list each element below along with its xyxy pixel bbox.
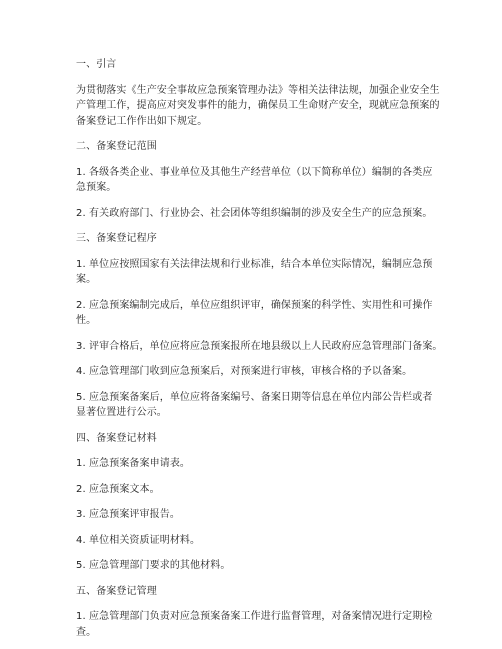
text-line: 1. 应急预案备案申请表。 [76, 458, 191, 469]
text-line: 二、备案登记范围 [76, 141, 157, 152]
text-line: 为贯彻落实《生产安全事故应急预案管理办法》等相关法律法规，加强企业安全生 [76, 84, 440, 96]
paragraph [76, 456, 432, 472]
paragraph [76, 507, 432, 523]
text-line: 三、备案登记程序 [76, 233, 157, 244]
text-line: 5. 应急预案备案后，单位应将备案编号、备案日期等信息在单位内部公告栏或者 [76, 391, 433, 403]
paragraph [76, 482, 432, 498]
text-line: 5. 应急管理部门要求的其他材料。 [76, 560, 231, 571]
text-line: 一、引言 [76, 59, 117, 70]
document-body [76, 57, 443, 640]
text-line: 2. 应急预案编制完成后，单位应组织评审，确保预案的科学性、实用性和可操作 [76, 299, 433, 311]
paragraph [76, 298, 432, 329]
text-line: 产管理工作，提高应对突发事件的能力，确保员工生命财产安全，现就应急预案的 [76, 100, 440, 111]
text-line: 备案登记工作作出如下规定。 [76, 115, 208, 127]
section-heading [76, 584, 432, 600]
text-line: 1. 单位应按照国家有关法律法规和行业标准，结合本单位实际情况，编制应急预 [76, 258, 433, 270]
text-line: 性。 [76, 315, 97, 326]
paragraph [76, 533, 432, 549]
paragraph [76, 339, 443, 355]
section-heading [76, 431, 432, 447]
paragraph [76, 390, 432, 421]
text-line: 1. 应急管理部门负责对应急预案备案工作进行监督管理，对备案情况进行定期检 [76, 611, 433, 622]
text-line: 4. 应急管理部门收到应急预案后，对预案进行审核，审核合格的予以备案。 [76, 366, 413, 377]
paragraph [76, 364, 432, 380]
paragraph [76, 558, 432, 574]
text-line: 2. 有关政府部门、行业协会、社会团体等组织编制的涉及安全生产的应急预案。 [76, 207, 433, 219]
text-line: 4. 单位相关资质证明材料。 [76, 534, 201, 546]
text-line: 查。 [76, 626, 97, 638]
section-heading [76, 139, 432, 155]
text-line: 2. 应急预案文本。 [76, 483, 160, 495]
paragraph [76, 206, 432, 222]
text-line: 五、备案登记管理 [76, 585, 157, 597]
paragraph [76, 609, 432, 640]
text-line: 3. 评审合格后，单位应将应急预案报所在地县级以上人民政府应急管理部门备案。 [76, 340, 443, 352]
section-heading [76, 57, 432, 73]
text-line: 四、备案登记材料 [76, 432, 157, 444]
text-line: 案。 [76, 274, 97, 285]
paragraph [76, 83, 440, 130]
text-line: 3. 应急预案评审报告。 [76, 509, 180, 520]
paragraph [76, 165, 432, 196]
section-heading [76, 231, 432, 247]
text-line: 1. 各级各类企业、事业单位及其他生产经营单位（以下简称单位）编制的各类应 [76, 166, 433, 178]
text-line: 急预案。 [76, 182, 117, 193]
text-line: 显著位置进行公示。 [76, 407, 167, 418]
paragraph [76, 257, 432, 288]
